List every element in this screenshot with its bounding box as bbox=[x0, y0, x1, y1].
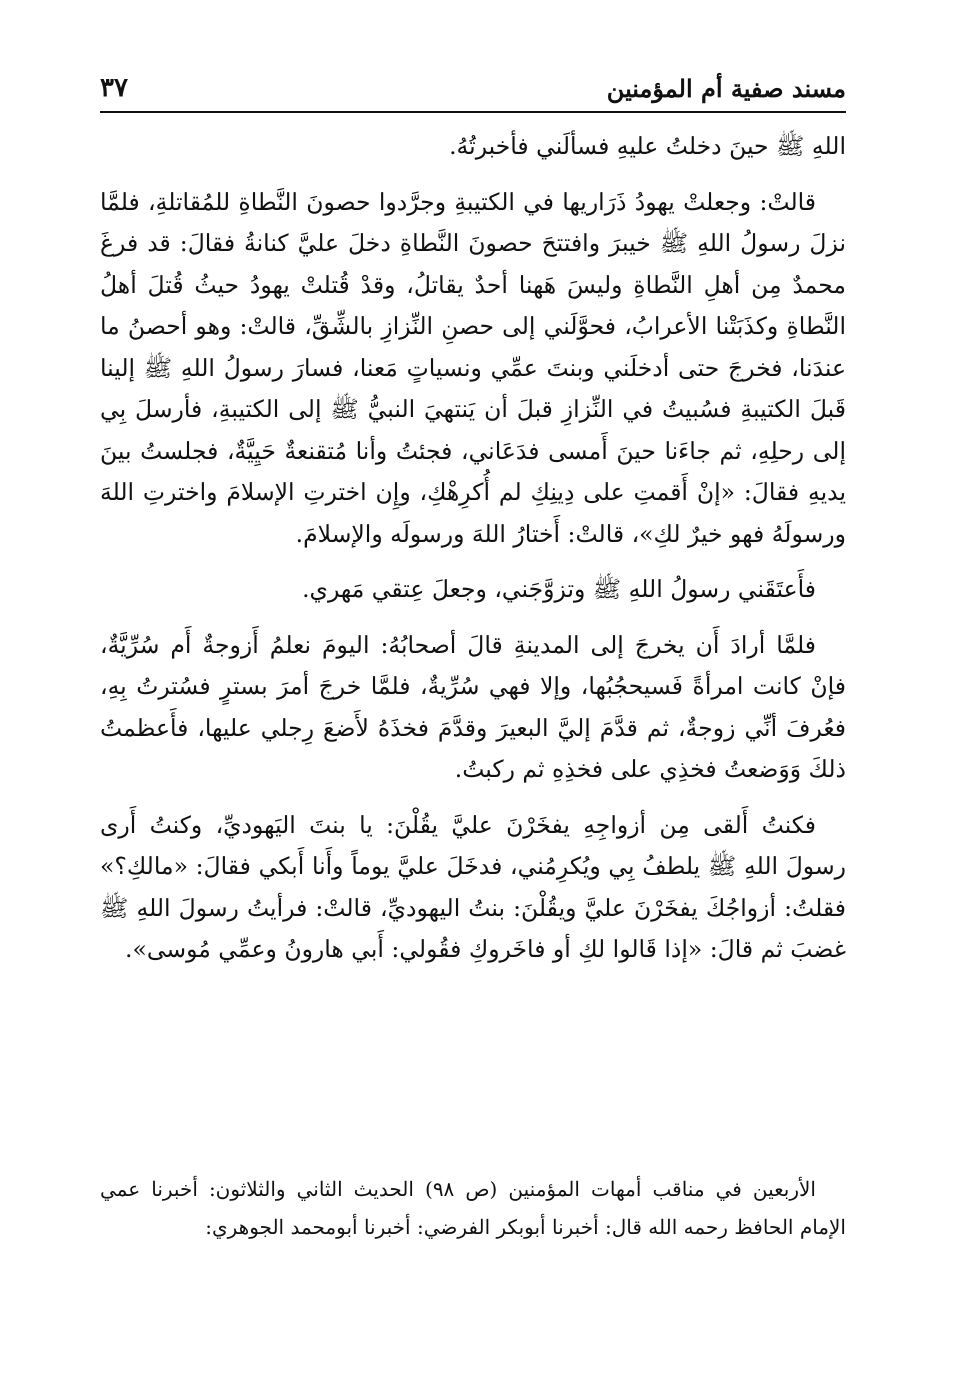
page-number: ٣٧ bbox=[100, 73, 128, 103]
paragraph-2: قالتْ: وجعلتْ يهودُ ذَرَاريها في الكتيبةِ وجرَّدوا حصونَ النَّطاةِ للمُقاتلةِ، فلمَّا نزلَ رسولُ اللهِ ﷺ خيبرَ وافتتحَ حصونَ النَّطاةِ دخلَ عليَّ كنانةُ فقالَ: قد فرغَ محمدٌ مِن أهلِ النَّطاةِ وليسَ هَهنا أحدٌ يقاتلُ، وقدْ قُتلتْ يهودُ حيثُ قُتلَ أهلُ النَّطاةِ وكذَبَتْنا الأعرابُ، فحوَّلَني إلى حصنِ النِّزازِ بالشِّقِّ، قالتْ: وهو أحصنُ ما عندَنا، فخرجَ حتى أدخلَني وبنتَ عمِّي ونسياتٍ مَعنا، فسارَ رسولُ اللهِ ﷺ إلينا قَبلَ الكتيبةِ فسُبيتُ في النِّزازِ قبلَ أن يَنتهيَ النبيُّ ﷺ إلى الكتيبةِ، فأرسلَ بِي إلى رحلِهِ، ثم جاءَنا حينَ أَمسى فدَعَاني، فجئتُ وأنا مُتقنعةٌ حَيِيَّةٌ، فجلستُ بينَ يديهِ فقالَ: «إنْ أَقمتِ على دِينِكِ لم أُكرِهْكِ، وإِن اخترتِ الإسلامَ واخترتِ اللهَ ورسولَهُ فهو خيرٌ لكِ»، قالتْ: أَختارُ اللهَ ورسولَه والإسلامَ. bbox=[100, 187, 846, 548]
main-text bbox=[100, 126, 846, 985]
footnote: الأربعين في مناقب أمهات المؤمنين (ص ٩٨) الحديث الثاني والثلاثون: أخبرنا عمي الإمام الحافظ رحمه الله قال: أخبرنا أبوبكر الفرضي: أخبرنا أبومحمد الجوهري: bbox=[100, 1177, 846, 1239]
paragraph-1: اللهِ ﷺ حينَ دخلتُ عليهِ فسألَني فأخبرتُهُ. bbox=[449, 132, 846, 160]
running-header bbox=[100, 70, 846, 106]
paragraph-3: فأَعتَقَني رسولُ اللهِ ﷺ وتزوَّجَني، وجعلَ عِتقي مَهري. bbox=[302, 575, 816, 603]
paragraph-5: فكنتُ أَلقى مِن أزواجِهِ يفخَرْنَ عليَّ يقُلْنَ: يا بنتَ اليَهوديِّ، وكنتُ أَرى رسولَ اللهِ ﷺ يلطفُ بِي ويُكرِمُني، فدخَلَ عليَّ يوماً وأَنا أَبكي فقالَ: «مالكِ؟» فقلتُ: أزواجُكَ يفخَرْنَ عليَّ ويقُلْنَ: بنتُ اليهوديِّ، قالتْ: فرأيتُ رسولَ اللهِ ﷺ غضبَ ثم قالَ: «إذا قَالوا لكِ أو فاخَروكِ فقُولي: أَبي هارونُ وعمِّي مُوسى». bbox=[100, 810, 846, 963]
paragraph-4: فلمَّا أرادَ أَن يخرجَ إلى المدينةِ قالَ أصحابُهُ: اليومَ نعلمُ أَزوجةٌ أَم سُرِّيَّةٌ، فإنْ كانت امرأةً فَسيحجُبُها، وإلا فهي سُرِّيةٌ، فلمَّا خرجَ أمرَ بسترٍ فسُترتُ بِهِ، فعُرفَ أنِّي زوجةٌ، ثم قدَّمَ إليَّ البعيرَ وقدَّمَ فخذَهُ لأَضعَ رِجلي عليها، فأَعظمتُ ذلكَ وَوَضعتُ فخذِي على فخذِهِ ثم ركبتُ. bbox=[100, 630, 846, 783]
header-rule bbox=[100, 111, 846, 113]
header-title: مسند صفية أم المؤمنين bbox=[606, 73, 846, 103]
book-page bbox=[100, 0, 846, 1388]
